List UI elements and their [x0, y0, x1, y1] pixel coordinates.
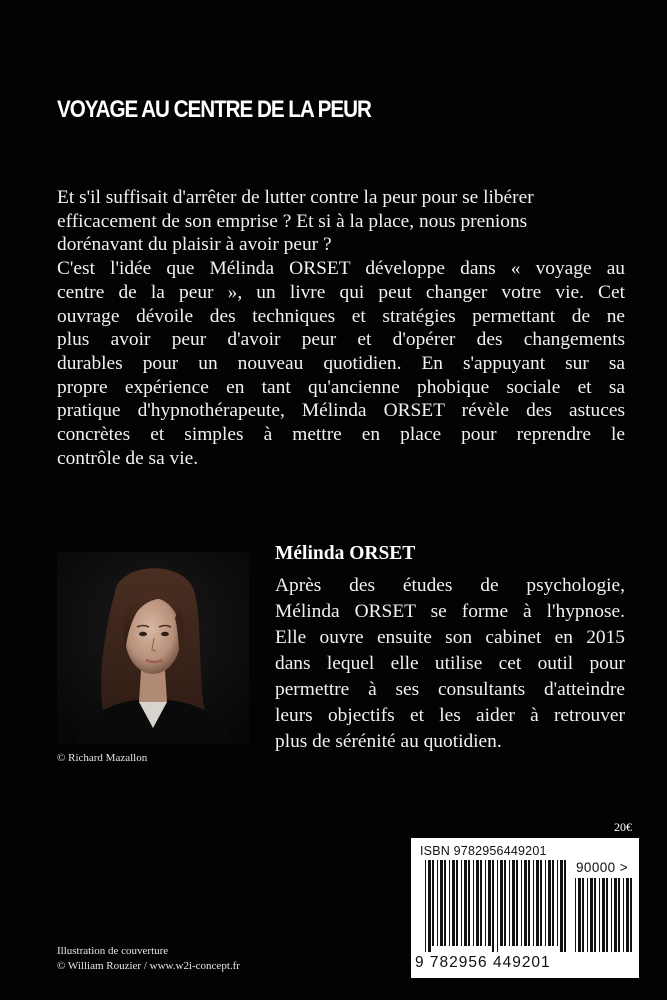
author-bio	[275, 573, 625, 755]
barcode-bar	[461, 860, 462, 946]
synopsis-line: pratique d'hypnothérapeute, Mélinda ORSET révèle des astuces	[57, 400, 625, 422]
barcode-bar	[618, 878, 620, 952]
barcode-bar	[590, 878, 593, 952]
synopsis-line: propre expérience en tant qu'ancienne phobique sociale et sa	[57, 376, 625, 398]
barcode-bar	[623, 878, 624, 952]
barcode-bar	[516, 860, 518, 946]
synopsis-line: C'est l'idée que Mélinda ORSET développe dans « voyage au	[57, 258, 625, 280]
barcode-bar	[480, 860, 482, 946]
barcode-bar	[476, 860, 479, 946]
barcode-bar	[504, 860, 506, 946]
barcode-bar	[464, 860, 467, 946]
barcode-bar	[540, 860, 542, 946]
barcode-bar	[630, 878, 632, 952]
isbn-number: ISBN 9782956449201	[420, 844, 547, 858]
barcode-bar	[444, 860, 446, 946]
barcode-bar	[599, 878, 600, 952]
barcode-bar	[602, 878, 605, 952]
author-portrait-illustration	[57, 552, 249, 744]
barcode-bar	[521, 860, 522, 946]
barcode-bar	[552, 860, 554, 946]
synopsis-line: durables pour un nouveau quotidien. En s'appuyant sur sa	[57, 352, 625, 374]
barcode-bar	[468, 860, 470, 946]
barcode-bar	[606, 878, 608, 952]
barcode-bar	[564, 860, 566, 952]
barcode-bar	[428, 860, 431, 952]
bio-line: Mélinda ORSET se forme à l'hypnose.	[275, 601, 625, 622]
price-label: 20€	[614, 820, 632, 834]
book-title: VOYAGE AU CENTRE DE LA PEUR	[57, 96, 371, 123]
isbn-barcode	[411, 838, 639, 978]
cover-credit-line-1: Illustration de couverture	[57, 945, 169, 957]
barcode-bar	[548, 860, 551, 946]
barcode-bar	[488, 860, 491, 946]
barcode-bar	[614, 878, 617, 952]
bio-line: permettre à ses consultants d'atteindre	[275, 679, 625, 700]
synopsis-line: centre de la peur », un livre qui peut changer votre vie. Cet	[57, 281, 625, 303]
synopsis	[57, 186, 625, 470]
barcode-bar	[500, 860, 503, 946]
barcode-bar	[485, 860, 486, 946]
barcode-bar	[512, 860, 515, 946]
barcode-bar	[528, 860, 530, 946]
barcode-bar	[575, 878, 576, 952]
barcode-bar	[545, 860, 546, 946]
barcode-bar	[626, 878, 629, 952]
barcode-bar	[509, 860, 510, 946]
barcode-bar	[432, 860, 434, 946]
barcode-bar	[560, 860, 563, 952]
bio-line: leurs objectifs et les aider à retrouver	[275, 705, 625, 726]
synopsis-line: ouvrage dévoile des techniques et stratégies permettant de ne	[57, 305, 625, 327]
barcode-bar	[582, 878, 584, 952]
barcode-bar	[425, 860, 426, 952]
author-name: Mélinda ORSET	[275, 543, 416, 564]
barcode-bar	[587, 878, 588, 952]
barcode-bar	[533, 860, 534, 946]
barcode-addon-code: 90000 >	[576, 860, 628, 875]
author-photo	[57, 552, 249, 744]
bio-line: dans lequel elle utilise cet outil pour	[275, 653, 625, 674]
barcode-bar	[452, 860, 455, 946]
barcode-bar	[497, 860, 498, 952]
synopsis-line: Et s'il suffisait d'arrêter de lutter contre la peur pour se libérer	[57, 187, 534, 208]
synopsis-line: dorénavant du plaisir à avoir peur ?	[57, 234, 332, 256]
synopsis-line: concrètes et simples à mettre en place pour reprendre le	[57, 424, 625, 446]
barcode-bar	[456, 860, 458, 946]
bio-line: Elle ouvre ensuite son cabinet en 2015	[275, 627, 625, 648]
barcode-bar	[524, 860, 527, 946]
synopsis-paragraph-1	[57, 186, 625, 257]
synopsis-paragraph-2	[57, 257, 625, 470]
synopsis-line: contrôle de sa vie.	[57, 447, 199, 469]
barcode-bar	[437, 860, 438, 946]
cover-credit	[57, 944, 240, 974]
cover-credit-line-2: © William Rouzier / www.w2i-concept.fr	[57, 960, 240, 972]
barcode-bar	[492, 860, 494, 952]
bio-line: Après des études de psychologie,	[275, 575, 625, 596]
barcode-bar	[473, 860, 474, 946]
barcode-bar	[611, 878, 612, 952]
ean-digits: 9 782956 449201	[415, 954, 551, 971]
synopsis-line: plus avoir peur d'avoir peur et d'opérer des changements	[57, 329, 625, 351]
barcode-bar	[557, 860, 558, 946]
barcode-bar	[578, 878, 581, 952]
barcode-bar	[440, 860, 443, 946]
barcode-bar	[449, 860, 450, 946]
barcode-bar	[594, 878, 596, 952]
photo-credit: © Richard Mazallon	[57, 752, 148, 764]
barcode-bar	[536, 860, 539, 946]
bio-line: plus de sérénité au quotidien.	[275, 731, 502, 752]
synopsis-line: efficacement de son emprise ? Et si à la place, nous prenions	[57, 210, 528, 232]
